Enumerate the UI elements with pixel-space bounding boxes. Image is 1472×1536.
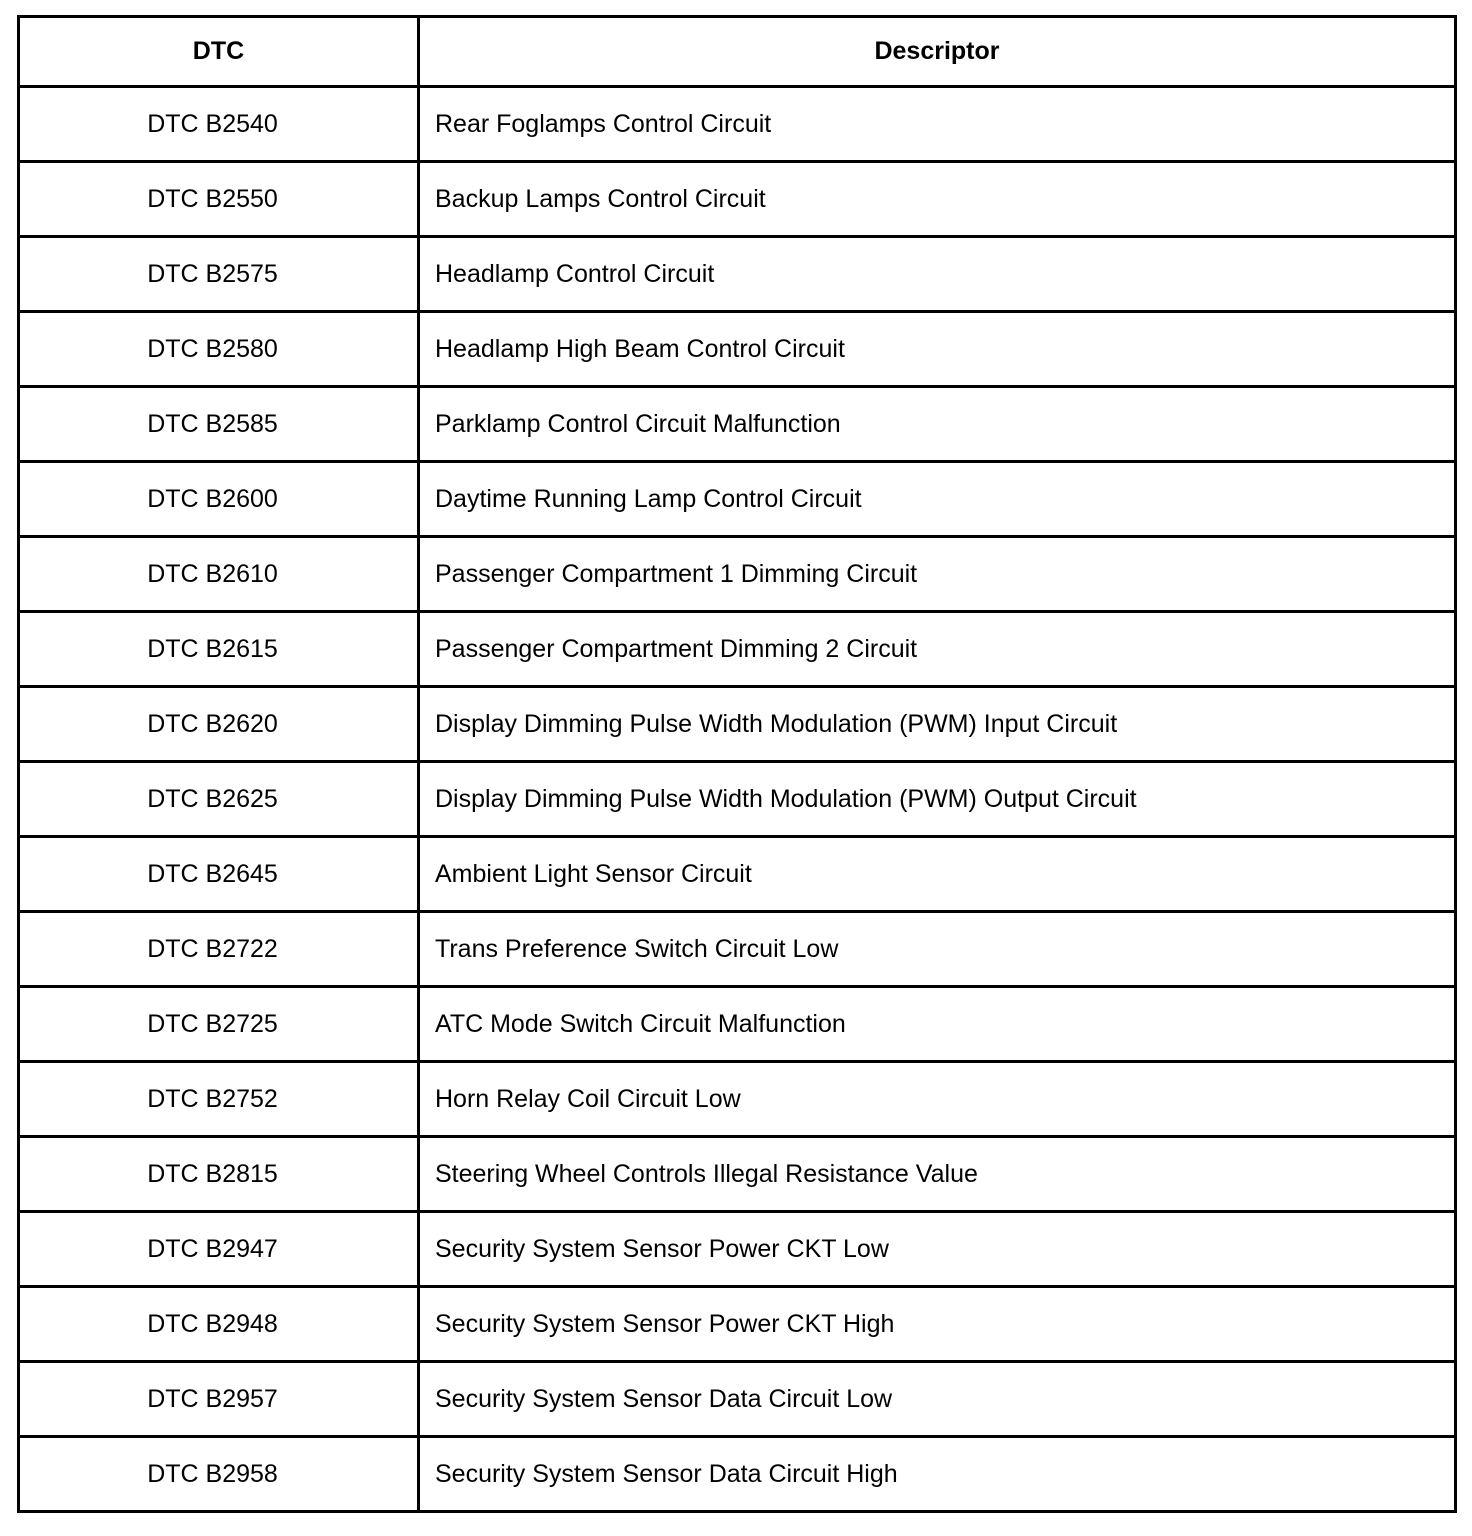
table-body xyxy=(19,87,1456,1512)
dtc-code-cell: DTC B2610 xyxy=(19,537,419,612)
dtc-descriptor-cell: Parklamp Control Circuit Malfunction xyxy=(419,387,1456,462)
table-row xyxy=(19,1437,1456,1512)
table-row xyxy=(19,837,1456,912)
table-row xyxy=(19,1062,1456,1137)
table-row xyxy=(19,387,1456,462)
dtc-descriptor-cell: Passenger Compartment Dimming 2 Circuit xyxy=(419,612,1456,687)
dtc-descriptor-cell: Ambient Light Sensor Circuit xyxy=(419,837,1456,912)
table-row xyxy=(19,687,1456,762)
table-row xyxy=(19,462,1456,537)
dtc-descriptor-cell: Display Dimming Pulse Width Modulation (PWM) Input Circuit xyxy=(419,687,1456,762)
column-header-dtc: DTC xyxy=(19,17,419,87)
dtc-code-cell: DTC B2620 xyxy=(19,687,419,762)
dtc-descriptor-cell: Headlamp High Beam Control Circuit xyxy=(419,312,1456,387)
dtc-code-cell: DTC B2947 xyxy=(19,1212,419,1287)
table-row xyxy=(19,1362,1456,1437)
dtc-code-cell: DTC B2540 xyxy=(19,87,419,162)
dtc-code-cell: DTC B2585 xyxy=(19,387,419,462)
table-header xyxy=(19,17,1456,87)
table-row xyxy=(19,312,1456,387)
dtc-code-cell: DTC B2645 xyxy=(19,837,419,912)
dtc-code-cell: DTC B2815 xyxy=(19,1137,419,1212)
dtc-descriptor-cell: Rear Foglamps Control Circuit xyxy=(419,87,1456,162)
dtc-code-cell: DTC B2957 xyxy=(19,1362,419,1437)
table-row xyxy=(19,1287,1456,1362)
table-row xyxy=(19,762,1456,837)
dtc-code-cell: DTC B2725 xyxy=(19,987,419,1062)
dtc-descriptor-cell: Security System Sensor Power CKT Low xyxy=(419,1212,1456,1287)
dtc-descriptor-cell: ATC Mode Switch Circuit Malfunction xyxy=(419,987,1456,1062)
dtc-code-cell: DTC B2575 xyxy=(19,237,419,312)
dtc-descriptor-cell: Headlamp Control Circuit xyxy=(419,237,1456,312)
dtc-code-cell: DTC B2752 xyxy=(19,1062,419,1137)
column-header-descriptor: Descriptor xyxy=(419,17,1456,87)
table-row xyxy=(19,237,1456,312)
dtc-code-cell: DTC B2580 xyxy=(19,312,419,387)
dtc-descriptor-cell: Trans Preference Switch Circuit Low xyxy=(419,912,1456,987)
table-row xyxy=(19,612,1456,687)
table-row xyxy=(19,987,1456,1062)
dtc-descriptor-cell: Security System Sensor Power CKT High xyxy=(419,1287,1456,1362)
table-row xyxy=(19,1137,1456,1212)
dtc-descriptor-cell: Steering Wheel Controls Illegal Resistance Value xyxy=(419,1137,1456,1212)
dtc-descriptor-cell: Display Dimming Pulse Width Modulation (PWM) Output Circuit xyxy=(419,762,1456,837)
table-row xyxy=(19,537,1456,612)
dtc-descriptor-cell: Security System Sensor Data Circuit Low xyxy=(419,1362,1456,1437)
dtc-descriptor-cell: Backup Lamps Control Circuit xyxy=(419,162,1456,237)
table-row xyxy=(19,162,1456,237)
dtc-descriptor-cell: Passenger Compartment 1 Dimming Circuit xyxy=(419,537,1456,612)
table-row xyxy=(19,87,1456,162)
dtc-code-cell: DTC B2600 xyxy=(19,462,419,537)
header-row xyxy=(19,17,1456,87)
dtc-code-cell: DTC B2722 xyxy=(19,912,419,987)
dtc-code-cell: DTC B2625 xyxy=(19,762,419,837)
dtc-code-cell: DTC B2948 xyxy=(19,1287,419,1362)
table-row xyxy=(19,912,1456,987)
dtc-code-cell: DTC B2958 xyxy=(19,1437,419,1512)
dtc-descriptor-cell: Horn Relay Coil Circuit Low xyxy=(419,1062,1456,1137)
table-row xyxy=(19,1212,1456,1287)
dtc-table xyxy=(17,15,1457,1513)
dtc-code-cell: DTC B2550 xyxy=(19,162,419,237)
dtc-descriptor-cell: Daytime Running Lamp Control Circuit xyxy=(419,462,1456,537)
dtc-descriptor-cell: Security System Sensor Data Circuit High xyxy=(419,1437,1456,1512)
dtc-code-cell: DTC B2615 xyxy=(19,612,419,687)
